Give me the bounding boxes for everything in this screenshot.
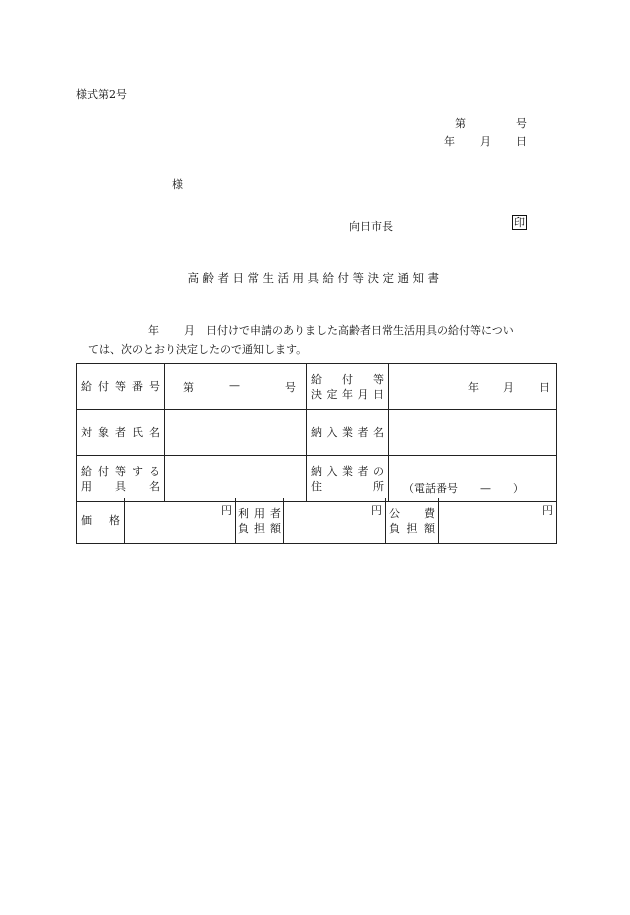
vendor-name-label: 納入業者名 [307, 410, 389, 456]
recipient-name-value [165, 410, 307, 456]
price-value [125, 498, 236, 544]
user-burden-value [284, 498, 386, 544]
user-burden-label: 利用者 負担額 [236, 498, 284, 544]
vendor-name-value [389, 410, 557, 456]
doc-number-prefix: 第 [455, 117, 466, 130]
document-title: 高齢者日常生活用具給付等決定通知書 [187, 271, 443, 285]
issue-date-year: 年 [444, 135, 455, 148]
benefit-number-suffix: 号 [285, 381, 296, 394]
decision-table [76, 363, 557, 502]
decision-date-value [389, 364, 557, 410]
public-burden-yen: 円 [542, 504, 553, 517]
decision-date-day: 日 [539, 381, 550, 394]
table-row [77, 456, 557, 502]
issuer-name: 向日市長 [349, 220, 393, 233]
decision-date-year: 年 [468, 381, 479, 394]
seal-mark: 印 [514, 216, 525, 229]
form-number: 様式第2号 [76, 88, 127, 101]
equipment-name-label: 給付等する 用具名 [77, 456, 165, 502]
benefit-number-label: 給付等番号 [77, 364, 165, 410]
public-burden-value [439, 498, 557, 544]
price-label: 価格 [77, 498, 125, 544]
body-year: 年 [148, 324, 159, 337]
vendor-address-label: 納入業者の 住所 [307, 456, 389, 502]
vendor-address-value [389, 456, 557, 502]
table-row [77, 498, 557, 544]
price-yen: 円 [221, 504, 232, 517]
body-line-2: ては、次のとおり決定したので通知します。 [88, 343, 308, 356]
decision-date-month: 月 [503, 381, 514, 394]
addressee-suffix: 様 [172, 178, 183, 191]
doc-number-suffix: 号 [516, 117, 527, 130]
recipient-name-label: 対象者氏名 [77, 410, 165, 456]
issue-date-day: 日 [516, 135, 527, 148]
vendor-phone: （電話番号 — ） [403, 482, 524, 495]
decision-date-label: 給付等 決定年月日 [307, 364, 389, 410]
issue-date-month: 月 [480, 135, 491, 148]
table-row [77, 410, 557, 456]
body-line-1-text: 日付けで申請のありました高齢者日常生活用具の給付等につい [206, 324, 514, 337]
table-row [77, 364, 557, 410]
equipment-name-value [165, 456, 307, 502]
benefit-number-value [165, 364, 307, 410]
benefit-number-prefix: 第 [183, 381, 194, 394]
public-burden-label: 公費 負担額 [386, 498, 439, 544]
cost-table [76, 498, 557, 544]
body-month: 月 [184, 324, 195, 337]
benefit-number-dash: — [229, 379, 240, 392]
user-burden-yen: 円 [371, 504, 382, 517]
